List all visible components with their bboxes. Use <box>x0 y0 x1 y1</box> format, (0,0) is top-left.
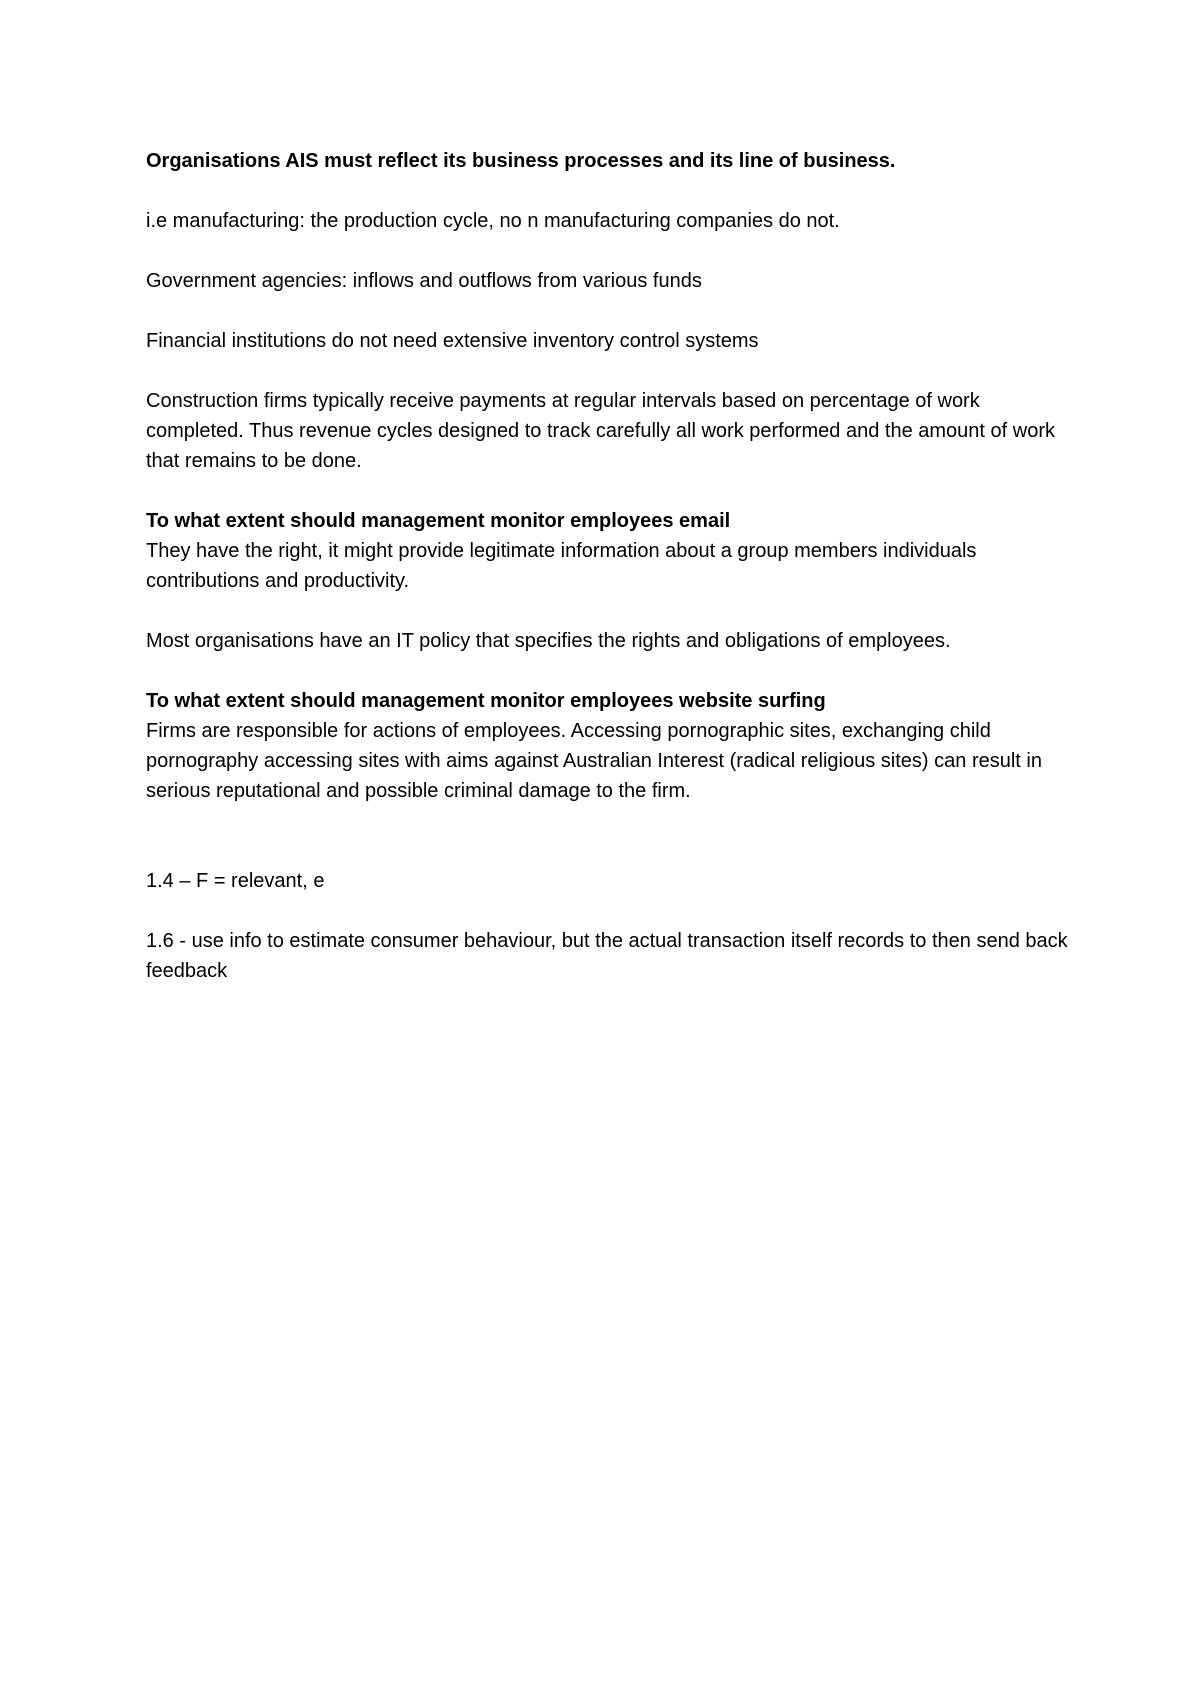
paragraph-email-rights: They have the right, it might provide legitimate information about a group members individuals contributions and productivity. <box>146 540 977 592</box>
heading-monitor-email: To what extent should management monitor employees email <box>146 510 731 532</box>
paragraph-answer-1-6: 1.6 - use info to estimate consumer behaviour, but the actual transaction itself records to then send back feedback <box>146 930 1068 982</box>
paragraph-construction-firms: Construction firms typically receive payments at regular intervals based on percentage of work completed. Thus revenue cycles designed to track carefully all work performed and the amount of work that remains to be done. <box>146 390 1055 472</box>
paragraph-answer-1-4: 1.4 – F = relevant, e <box>146 870 325 892</box>
paragraph-firms-responsible: Firms are responsible for actions of employees. Accessing pornographic sites, exchanging child pornography accessing sites with aims against Australian Interest (radical religious sites) can result in serious reputational and possible criminal damage to the firm. <box>146 720 1042 802</box>
document-body <box>146 146 1076 1016</box>
paragraph-it-policy: Most organisations have an IT policy that specifies the rights and obligations of employees. <box>146 630 951 652</box>
paragraph-financial-institutions: Financial institutions do not need extensive inventory control systems <box>146 330 759 352</box>
paragraph-manufacturing: i.e manufacturing: the production cycle, no n manufacturing companies do not. <box>146 210 840 232</box>
blank-line <box>146 836 1076 866</box>
heading-ais-business-processes: Organisations AIS must reflect its business processes and its line of business. <box>146 150 896 172</box>
paragraph-government-agencies: Government agencies: inflows and outflows from various funds <box>146 270 702 292</box>
heading-monitor-website-surfing: To what extent should management monitor employees website surfing <box>146 690 826 712</box>
